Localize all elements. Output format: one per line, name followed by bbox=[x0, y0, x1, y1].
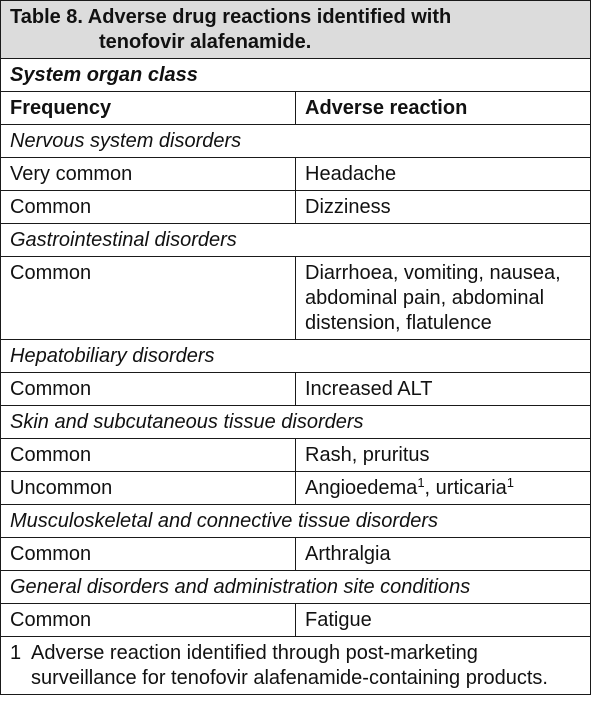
soc-label: Gastrointestinal disorders bbox=[1, 224, 591, 257]
footnote bbox=[1, 637, 591, 695]
soc-row bbox=[1, 505, 591, 538]
table-caption bbox=[1, 1, 591, 59]
table-row bbox=[1, 158, 591, 191]
frequency-cell: Common bbox=[1, 373, 296, 406]
class-header-row bbox=[1, 59, 591, 92]
table-caption-line1: Table 8. Adverse drug reactions identified with bbox=[10, 6, 452, 28]
reaction-cell: Arthralgia bbox=[296, 538, 591, 571]
table-row bbox=[1, 439, 591, 472]
soc-row bbox=[1, 406, 591, 439]
table-row bbox=[1, 373, 591, 406]
soc-row bbox=[1, 571, 591, 604]
footnote-ref: 1 bbox=[506, 475, 515, 490]
table-row bbox=[1, 538, 591, 571]
frequency-cell: Very common bbox=[1, 158, 296, 191]
table-row bbox=[1, 604, 591, 637]
reaction-cell: Diarrhoea, vomiting, nausea, abdominal pain, abdominal distension, flatulence bbox=[296, 257, 591, 340]
footnote-ref: 1 bbox=[417, 475, 425, 490]
soc-label: Musculoskeletal and connective tissue disorders bbox=[1, 505, 591, 538]
footnote-row bbox=[1, 637, 591, 695]
frequency-cell: Common bbox=[1, 191, 296, 224]
reaction-cell: Dizziness bbox=[296, 191, 591, 224]
soc-label: Nervous system disorders bbox=[1, 125, 591, 158]
footnote-marker: 1 bbox=[10, 642, 22, 664]
table-caption-row bbox=[1, 1, 591, 59]
soc-label: Skin and subcutaneous tissue disorders bbox=[1, 406, 591, 439]
table-row bbox=[1, 257, 591, 340]
reaction-cell: Headache bbox=[296, 158, 591, 191]
frequency-cell: Uncommon bbox=[1, 472, 296, 505]
soc-row bbox=[1, 125, 591, 158]
reaction-text: , urticaria bbox=[424, 477, 507, 499]
footnote-wrap bbox=[10, 641, 582, 691]
soc-row bbox=[1, 224, 591, 257]
soc-row bbox=[1, 340, 591, 373]
reaction-cell: Fatigue bbox=[296, 604, 591, 637]
adverse-reaction-column-header: Adverse reaction bbox=[296, 92, 591, 125]
frequency-column-header: Frequency bbox=[1, 92, 296, 125]
reaction-cell: Rash, pruritus bbox=[296, 439, 591, 472]
frequency-cell: Common bbox=[1, 257, 296, 340]
reaction-cell: Increased ALT bbox=[296, 373, 591, 406]
table-row bbox=[1, 472, 591, 505]
column-header-row bbox=[1, 92, 591, 125]
frequency-cell: Common bbox=[1, 538, 296, 571]
soc-label: General disorders and administration site conditions bbox=[1, 571, 591, 604]
footnote-text: Adverse reaction identified through post-marketing surveillance for tenofovir alafenamide-containing products. bbox=[31, 642, 548, 689]
table-row bbox=[1, 191, 591, 224]
soc-label: Hepatobiliary disorders bbox=[1, 340, 591, 373]
reaction-cell bbox=[296, 472, 591, 505]
system-organ-class-header: System organ class bbox=[1, 59, 591, 92]
frequency-cell: Common bbox=[1, 439, 296, 472]
frequency-cell: Common bbox=[1, 604, 296, 637]
table-caption-line2: tenofovir alafenamide. bbox=[99, 31, 312, 53]
reaction-text: Angioedema bbox=[305, 477, 418, 499]
